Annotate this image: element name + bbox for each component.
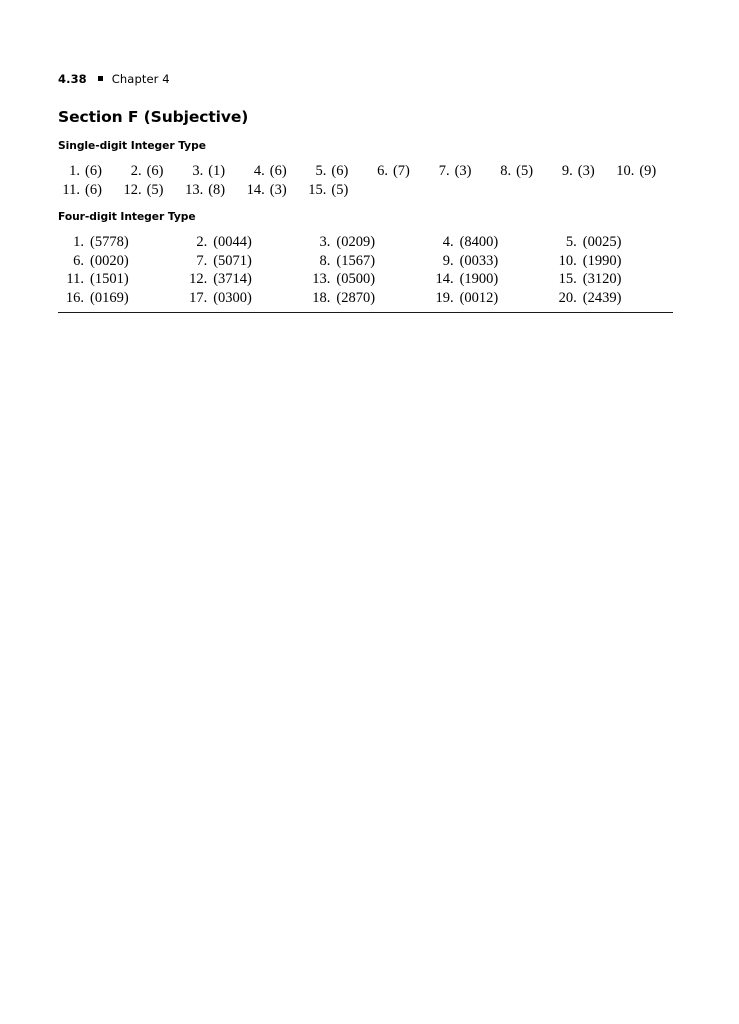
answer-item <box>120 162 182 181</box>
answer-number: 10. <box>616 163 635 179</box>
answer-value: (8400) <box>459 234 499 250</box>
answer-value: (3120) <box>582 271 622 287</box>
answer-number: 12. <box>189 271 208 287</box>
answer-item <box>58 233 181 252</box>
answer-item <box>181 270 304 289</box>
answer-number: 14. <box>246 181 265 198</box>
answer-item-empty <box>428 181 490 200</box>
answer-number: 4. <box>253 163 265 179</box>
answer-number: 5. <box>565 234 577 250</box>
answer-item <box>243 181 305 200</box>
section-divider-rule <box>58 312 673 313</box>
page-content <box>58 72 674 313</box>
answer-value: (1990) <box>582 252 622 269</box>
answer-number: 12. <box>123 181 142 198</box>
answer-value: (0012) <box>459 289 499 306</box>
answer-number: 4. <box>442 234 454 250</box>
answer-item-empty <box>366 181 428 200</box>
answer-number: 7. <box>196 252 208 269</box>
answer-number: 3. <box>319 234 331 250</box>
answer-item <box>428 270 551 289</box>
answer-item <box>428 289 551 308</box>
answer-number: 11. <box>62 181 80 198</box>
answer-item <box>428 252 551 271</box>
answer-item <box>304 233 427 252</box>
answer-number: 6. <box>73 252 84 269</box>
answer-number: 11. <box>66 271 84 287</box>
answer-row <box>58 289 674 308</box>
answer-value: (3714) <box>213 271 252 287</box>
answer-number: 1. <box>69 163 80 179</box>
answer-item-empty <box>551 181 613 200</box>
answer-value: (3) <box>454 163 472 179</box>
answer-item <box>428 233 551 252</box>
answer-item <box>181 233 304 252</box>
single-digit-subheading: Single-digit Integer Type <box>58 139 206 152</box>
answer-value: (0500) <box>336 271 376 287</box>
answer-value: (6) <box>85 163 102 179</box>
answer-item <box>489 162 551 181</box>
answer-value: (0300) <box>213 289 252 306</box>
answer-item <box>58 289 181 308</box>
answer-value: (1567) <box>336 252 376 269</box>
answer-number: 17. <box>189 289 208 306</box>
answer-value: (5) <box>146 181 164 198</box>
answer-value: (0025) <box>582 234 622 250</box>
answer-number: 6. <box>377 163 388 179</box>
answer-item <box>428 162 490 181</box>
answer-number: 5. <box>315 163 327 179</box>
answer-value: (0044) <box>213 234 252 250</box>
answer-item <box>304 270 427 289</box>
answer-row <box>58 233 674 252</box>
answer-value: (8) <box>208 181 226 198</box>
answer-item <box>304 181 366 200</box>
answer-item <box>181 181 243 200</box>
answer-item <box>58 252 181 271</box>
answer-number: 20. <box>558 289 577 306</box>
answer-item <box>120 181 182 200</box>
answer-value: (9) <box>639 163 657 179</box>
answer-number: 19. <box>435 289 454 306</box>
answer-number: 8. <box>319 252 331 269</box>
answer-item <box>551 252 674 271</box>
answer-number: 2. <box>196 234 208 250</box>
answer-item-empty <box>489 181 551 200</box>
answer-number: 9. <box>442 252 454 269</box>
answer-number: 7. <box>438 163 450 179</box>
answer-item <box>366 162 428 181</box>
answer-value: (0020) <box>90 252 129 269</box>
answer-row <box>58 252 674 271</box>
answer-item <box>304 289 427 308</box>
answer-value: (1) <box>208 163 226 179</box>
answer-item <box>304 252 427 271</box>
answer-row <box>58 270 674 289</box>
answer-number: 13. <box>185 181 204 198</box>
answer-number: 2. <box>130 163 142 179</box>
answer-item <box>181 162 243 181</box>
answer-value: (5778) <box>90 234 129 250</box>
answer-item <box>58 270 181 289</box>
four-digit-answer-list <box>58 233 674 307</box>
four-digit-subheading: Four-digit Integer Type <box>58 210 196 223</box>
page-folio: 4.38 <box>58 72 87 86</box>
answer-row <box>58 162 674 181</box>
answer-item <box>304 162 366 181</box>
answer-number: 14. <box>435 271 454 287</box>
answer-number: 3. <box>192 163 204 179</box>
answer-number: 9. <box>561 163 573 179</box>
answer-value: (5) <box>516 163 534 179</box>
answer-value: (2439) <box>582 289 622 306</box>
answer-item <box>612 162 674 181</box>
answer-value: (5071) <box>213 252 252 269</box>
answer-row <box>58 181 674 200</box>
answer-item <box>551 162 613 181</box>
answer-number: 10. <box>558 252 577 269</box>
answer-value: (5) <box>331 181 349 198</box>
answer-value: (6) <box>331 163 349 179</box>
answer-item <box>551 289 674 308</box>
answer-item <box>181 252 304 271</box>
square-bullet-icon <box>98 76 103 81</box>
answer-item <box>243 162 305 181</box>
answer-item <box>58 162 120 181</box>
answer-value: (2870) <box>336 289 376 306</box>
answer-number: 18. <box>312 289 331 306</box>
answer-value: (6) <box>146 163 164 179</box>
answer-item <box>58 181 120 200</box>
answer-value: (6) <box>85 181 102 198</box>
answer-number: 8. <box>500 163 512 179</box>
section-heading: Section F (Subjective) <box>58 108 249 126</box>
running-head <box>58 72 674 86</box>
answer-item <box>181 289 304 308</box>
answer-value: (0209) <box>336 234 376 250</box>
answer-value: (3) <box>269 181 287 198</box>
answer-value: (0169) <box>90 289 129 306</box>
answer-number: 1. <box>73 234 84 250</box>
answer-value: (1501) <box>90 271 129 287</box>
answer-value: (6) <box>269 163 287 179</box>
block-spacer <box>58 199 674 210</box>
answer-value: (0033) <box>459 252 499 269</box>
single-digit-answer-list <box>58 162 674 199</box>
answer-item <box>551 270 674 289</box>
answer-number: 16. <box>65 289 84 306</box>
answer-number: 13. <box>312 271 331 287</box>
answer-value: (3) <box>577 163 595 179</box>
answer-item <box>551 233 674 252</box>
answer-value: (1900) <box>459 271 499 287</box>
answer-value: (7) <box>392 163 410 179</box>
chapter-label: Chapter 4 <box>111 72 170 86</box>
answer-number: 15. <box>558 271 577 287</box>
answer-number: 15. <box>308 181 327 198</box>
answer-item-empty <box>612 181 674 200</box>
